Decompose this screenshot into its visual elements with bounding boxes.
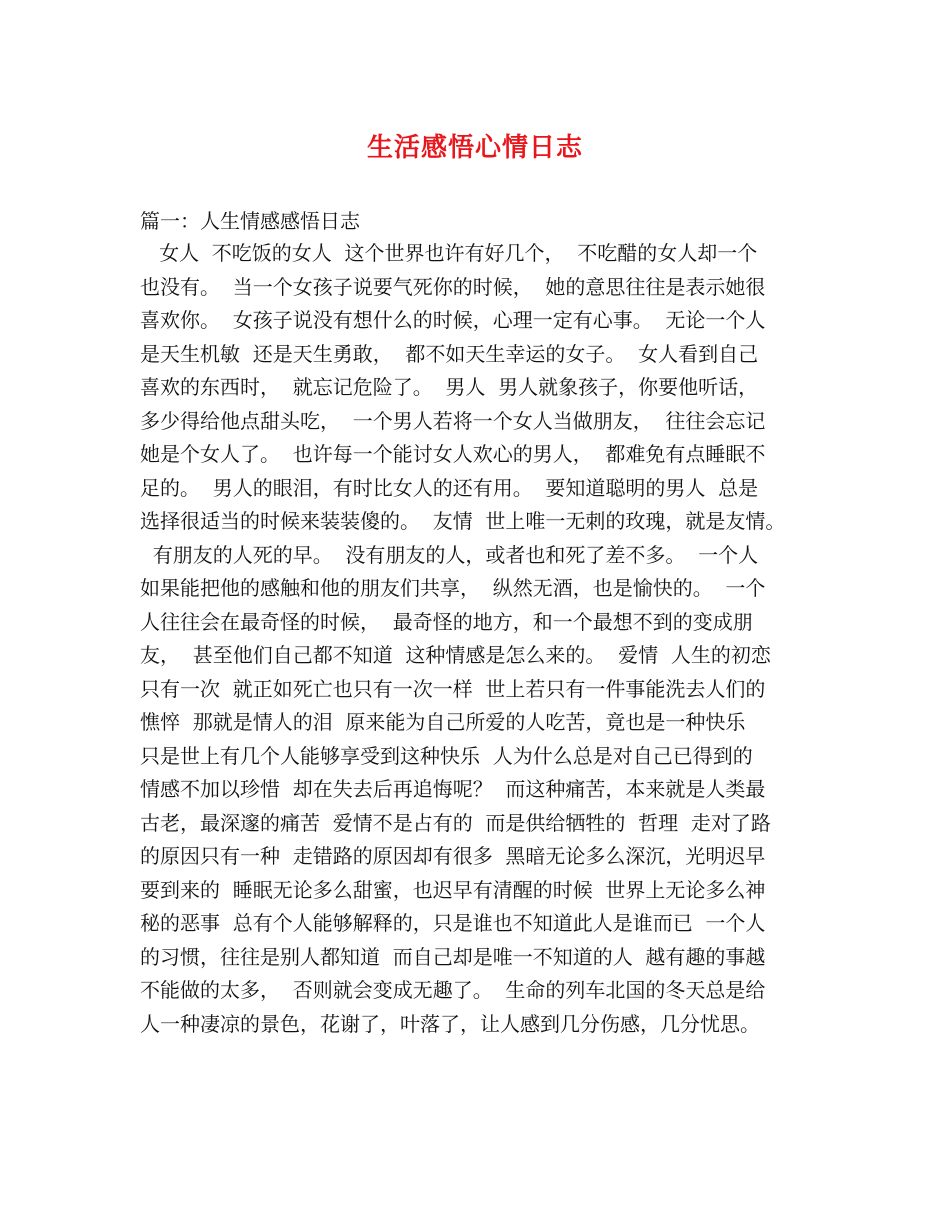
body-line: 足的。 男人的眼泪，有时比女人的还有用。 要知道聪明的男人 总是 <box>140 475 759 500</box>
body-line: 只是世上有几个人能够享受到这种快乐 人为什么总是对自己已得到的 <box>140 743 753 768</box>
body-text <box>140 237 840 1041</box>
body-line: 友， 甚至他们自己都不知道 这种情感是怎么来的。 爱情 人生的初恋 <box>140 643 771 667</box>
body-line: 憔悴 那就是情人的泪 原来能为自己所爱的人吃苦，竟也是一种快乐 <box>140 710 746 734</box>
body-line: 她是个女人了。 也许每一个能讨女人欢心的男人， 都难免有点睡眠不 <box>140 442 766 466</box>
body-line: 如果能把他的感触和他的朋友们共享， 纵然无酒，也是愉快的。 一个 <box>140 576 766 600</box>
body-line: 也没有。 当一个女孩子说要气死你的时候， 她的意思往往是表示她很 <box>140 274 766 299</box>
body-line: 要到来的 睡眠无论多么甜蜜，也迟早有清醒的时候 世界上无论多么神 <box>140 877 766 902</box>
body-line: 的习惯，往往是别人都知道 而自己却是唯一不知道的人 越有趣的事越 <box>140 944 766 969</box>
document-title: 生活感悟心情日志 <box>366 133 583 163</box>
body-line: 喜欢你。 女孩子说没有想什么的时候，心理一定有心事。 无论一个人 <box>140 308 766 332</box>
body-line: 不能做的太多， 否则就会变成无趣了。 生命的列车北国的冬天总是给 <box>140 978 766 1002</box>
body-line: 人一种凄凉的景色，花谢了，叶落了，让人感到几分伤感，几分忧思。 <box>140 1011 760 1036</box>
body-line: 古老，最深邃的痛苦 爱情不是占有的 而是供给牺牲的 哲理 走对了路 <box>140 810 771 835</box>
body-line: 秘的恶事 总有个人能够解释的，只是谁也不知道此人是谁而已 一个人 <box>140 911 766 935</box>
body-line: 是天生机敏 还是天生勇敢， 都不如天生幸运的女子。 女人看到自己 <box>140 341 759 366</box>
body-line: 情感不加以珍惜 却在失去后再追悔呢？ 而这种痛苦，本来就是人类最 <box>140 777 766 801</box>
body-line: 只有一次 就正如死亡也只有一次一样 世上若只有一件事能洗去人们的 <box>140 676 766 701</box>
section-heading: 篇一：人生情感感悟日志 <box>140 209 360 233</box>
body-line: 的原因只有一种 走错路的原因却有很多 黑暗无论多么深沉，光明迟早 <box>140 844 766 868</box>
body-line: 喜欢的东西时， 就忘记危险了。 男人 男人就象孩子，你要他听话， <box>140 375 759 399</box>
body-line: 有朋友的人死的早。 没有朋友的人，或者也和死了差不多。 一个人 <box>140 542 759 567</box>
body-line: 人往往会在最奇怪的时候， 最奇怪的地方，和一个最想不到的变成朋 <box>140 609 753 634</box>
body-line: 女人 不吃饭的女人 这个世界也许有好几个， 不吃醋的女人却一个 <box>140 241 758 265</box>
body-line: 多少得给他点甜头吃， 一个男人若将一个女人当做朋友， 往往会忘记 <box>140 408 766 433</box>
body-line: 选择很适当的时候来装装傻的。 友情 世上唯一无刺的玫瑰，就是友情。 <box>140 509 786 533</box>
